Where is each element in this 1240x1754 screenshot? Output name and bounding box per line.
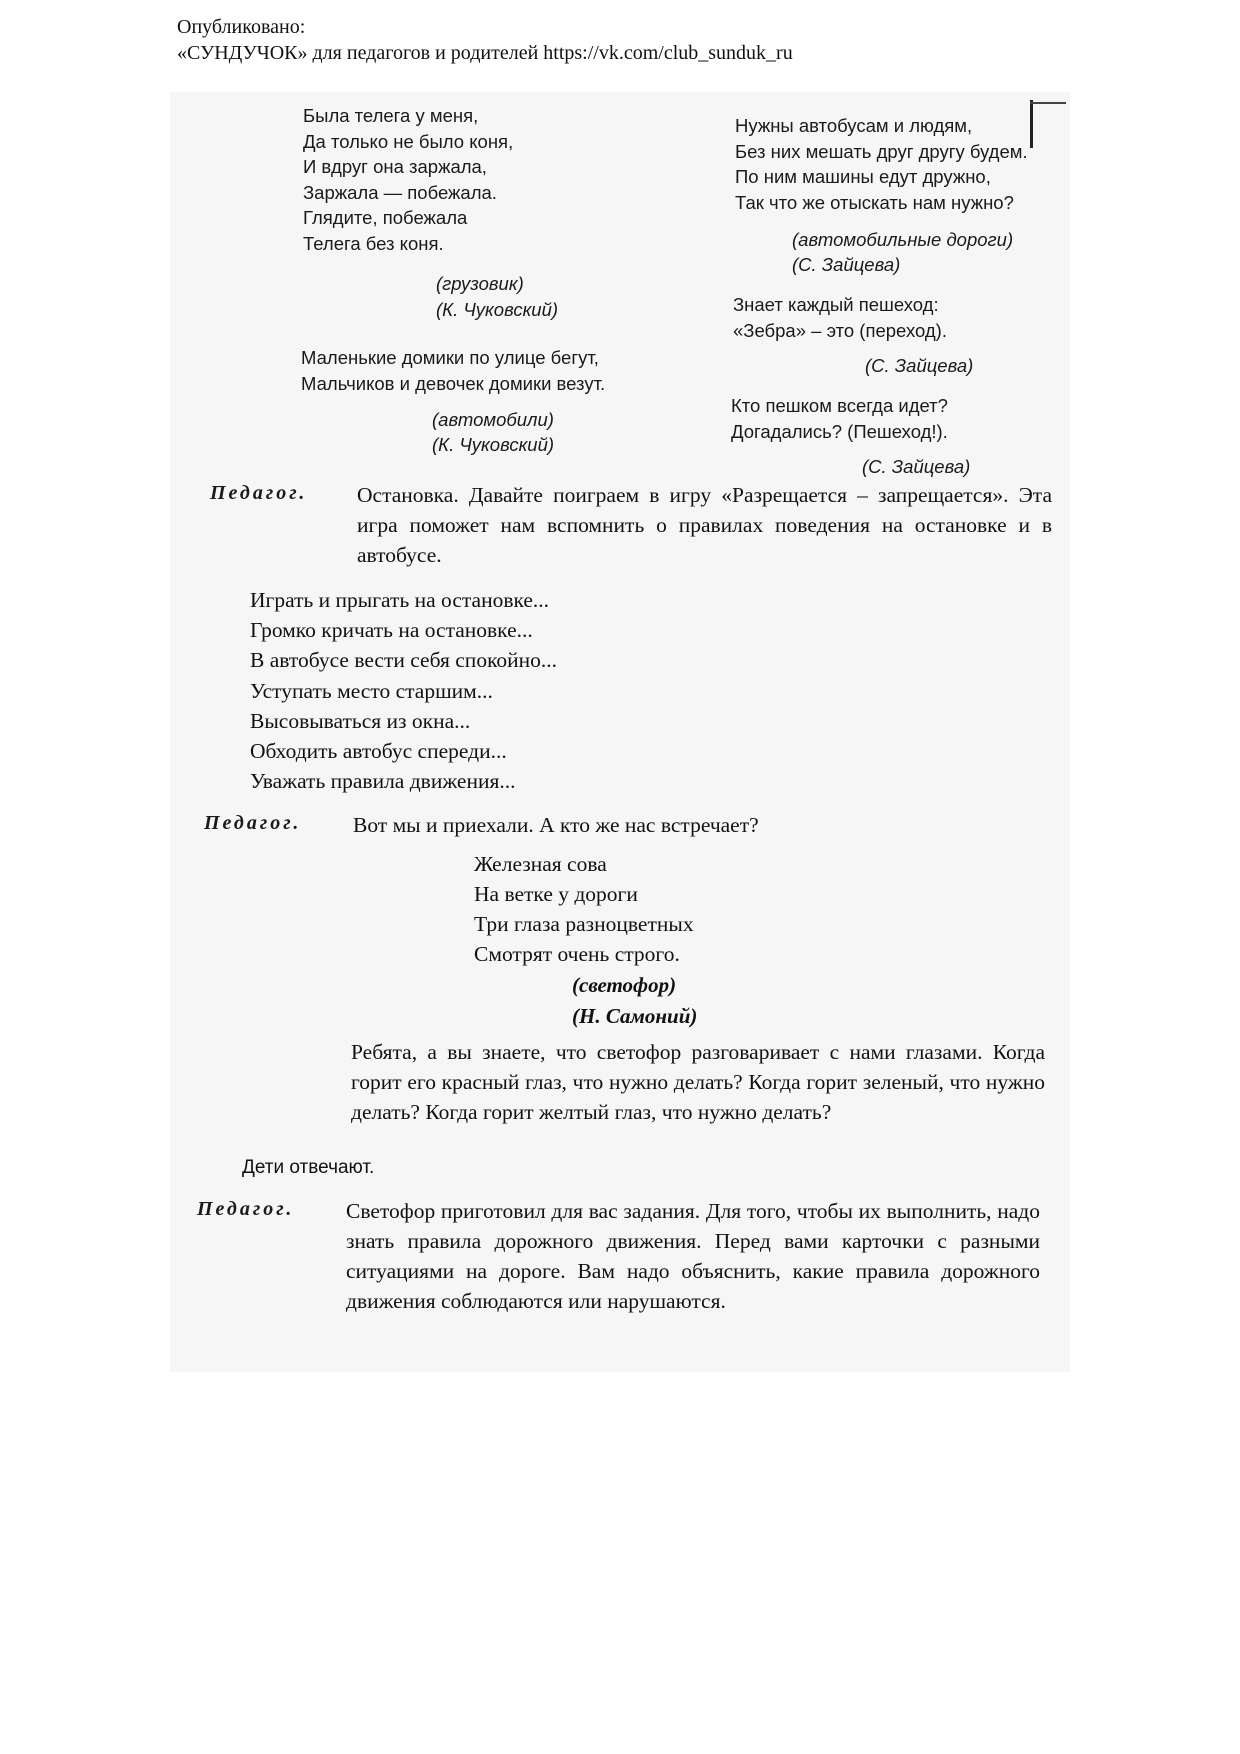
riddle-line: Знает каждый пешеход: (733, 294, 939, 315)
riddle-peshehod (731, 393, 948, 444)
riddle-dorogi-answer: (автомобильные дороги) (792, 229, 1014, 250)
teacher-paragraph-arrived: Вот мы и приехали. А кто же нас встречает? (353, 813, 759, 837)
riddle-peshehod-author: (С. Зайцева) (862, 456, 971, 477)
game-item: Громко кричать на остановке... (250, 618, 533, 643)
riddle-line: Догадались? (Пешеход!). (731, 420, 948, 442)
game-item: Уступать место старшим... (250, 678, 493, 703)
page-corner-mark (1030, 100, 1033, 148)
speaker-label: Педагог. (210, 482, 308, 504)
riddle-line: Телега без коня. (303, 232, 444, 254)
publication-header (177, 14, 793, 66)
teacher-paragraph-tasks: Светофор приготовил для вас задания. Для того, чтобы их выполнить, надо знать правила дорожного движения. Перед вами карточки с разными ситуациями на дороге. Вам надо объяснить, какие правила дорожного движения соблюдаются или нарушаются. (346, 1199, 1040, 1313)
riddle-line: Железная сова (474, 852, 607, 876)
riddle-owl (474, 849, 694, 969)
header-source-line: «СУНДУЧОК» для педагогов и родителей https://vk.com/club_sunduk_ru (177, 42, 793, 64)
game-item: Высовываться из окна... (250, 708, 471, 733)
riddle-owl-answer: (светофор) (572, 973, 677, 997)
riddle-line: Без них мешать друг другу будем. (735, 140, 1028, 162)
riddle-line: Смотрят очень строго. (474, 942, 680, 966)
riddle-line: Была телега у меня, (303, 105, 479, 126)
riddle-owl-author: (Н. Самоний) (572, 1004, 698, 1028)
header-published-label: Опубликовано: (177, 16, 306, 38)
riddle-domiki (301, 345, 605, 396)
game-item: В автобусе вести себя спокойно... (250, 648, 558, 673)
page-corner-mark-top (1030, 102, 1066, 104)
riddle-domiki-author: (К. Чуковский) (432, 434, 555, 455)
riddle-telega-answer: (грузовик) (436, 273, 524, 294)
riddle-zebra (733, 292, 947, 343)
riddle-line: Три глаза разноцветных (474, 912, 694, 936)
riddle-line: Заржала — побежала. (303, 181, 497, 203)
riddle-telega (303, 103, 513, 256)
riddle-line: Так что же отыскать нам нужно? (735, 191, 1014, 213)
riddle-line: По ним машины едут дружно, (735, 166, 991, 187)
riddle-line: Маленькие домики по улице бегут, (301, 347, 599, 368)
riddle-dorogi-author: (С. Зайцева) (792, 254, 901, 275)
riddle-zebra-author: (С. Зайцева) (865, 355, 974, 376)
game-items-list (250, 585, 557, 796)
game-item: Играть и прыгать на остановке... (250, 588, 550, 612)
riddle-telega-author: (К. Чуковский) (436, 299, 559, 320)
children-answer: Дети отвечают. (242, 1157, 375, 1178)
riddle-line: И вдруг она заржала, (303, 156, 487, 177)
riddle-line: Да только не было коня, (303, 130, 514, 152)
speaker-label: Педагог. (204, 812, 302, 834)
riddle-line: Кто пешком всегда идет? (731, 395, 948, 416)
teacher-paragraph-traffic-light: Ребята, а вы знаете, что светофор разговаривает с нами глазами. Когда горит его красный глаз, что нужно делать? Когда горит зеленый, что нужно делать? Когда горит желтый глаз, что нужно делать? (351, 1040, 1045, 1124)
game-item: Обходить автобус спереди... (250, 739, 507, 764)
speaker-label: Педагог. (197, 1198, 295, 1220)
riddle-line: Нужны автобусам и людям, (735, 115, 973, 136)
riddle-line: На ветке у дороги (474, 882, 638, 906)
riddle-line: «Зебра» – это (переход). (733, 319, 947, 341)
riddle-domiki-answer: (автомобили) (432, 409, 554, 430)
riddle-line: Мальчиков и девочек домики везут. (301, 372, 606, 394)
game-item: Уважать правила движения... (250, 769, 516, 794)
riddle-dorogi (735, 113, 1028, 215)
teacher-paragraph-bus-stop: Остановка. Давайте поиграем в игру «Разрещается – запрещается». Эта игра поможет нам вспомнить о правилах поведения на остановке и в автобусе. (357, 483, 1052, 567)
riddle-line: Глядите, побежала (303, 207, 468, 228)
